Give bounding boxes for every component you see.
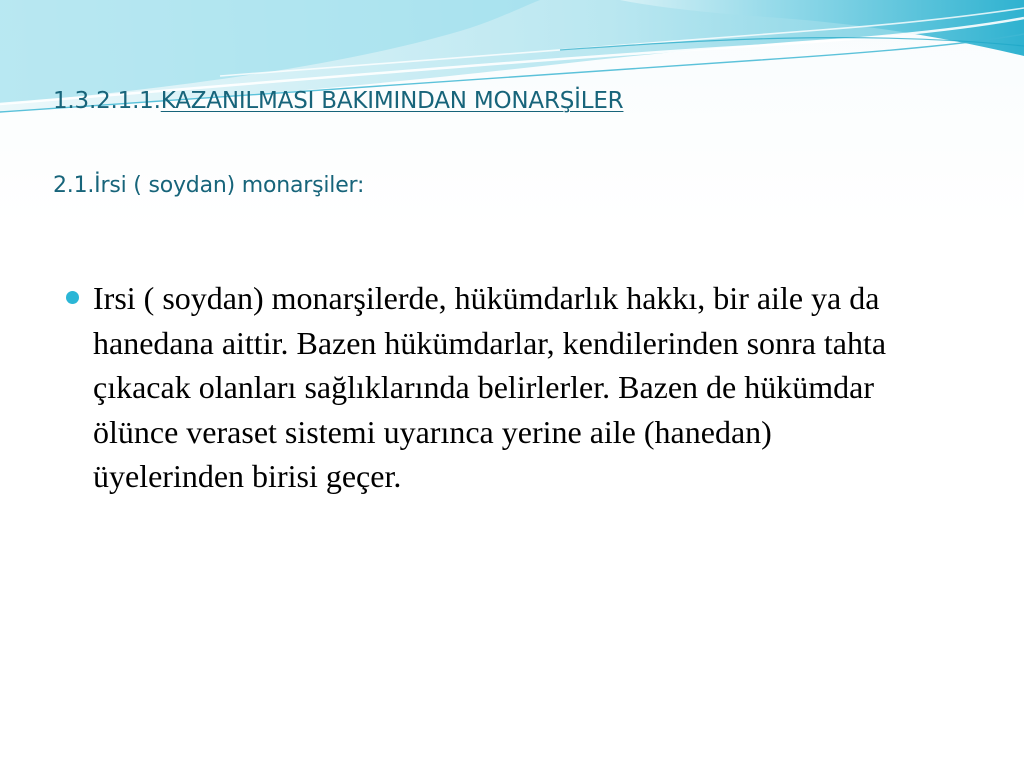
- title-block: [53, 84, 973, 201]
- bullet-text: Irsi ( soydan) monarşilerde, hükümdarlık hakkı, bir aile ya da hanedana aittir. Bazen hükümdarlar, kendilerinden sonra tahta çıkacak olanları sağlıklarında belirlerler. Bazen de hükümdar ölünce veraset sistemi uyarınca yerine aile (hanedan) üyelerinden birisi geçer.: [93, 280, 887, 494]
- bullet-dot-icon: [66, 291, 79, 304]
- bullet-item: [66, 276, 926, 499]
- slide-title: [53, 84, 973, 118]
- slide-content: [66, 276, 926, 499]
- slide-subtitle: 2.1.İrsi ( soydan) monarşiler:: [53, 173, 365, 198]
- title-main: KAZANILMASI BAKIMINDAN MONARŞİLER: [160, 88, 624, 114]
- title-prefix: 1.3.2.1.1.: [53, 88, 161, 114]
